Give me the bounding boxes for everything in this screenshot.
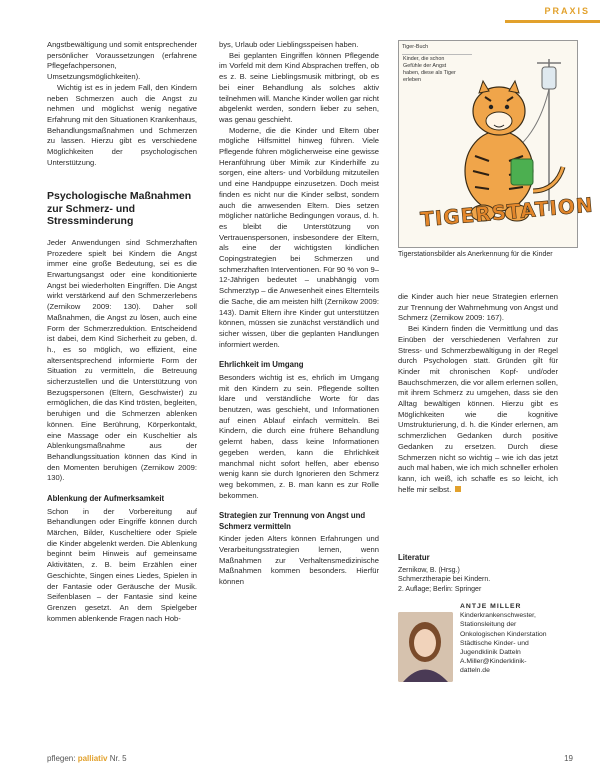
section-label: PRAXIS: [544, 6, 590, 16]
end-mark-icon: [455, 486, 461, 492]
journal-name-a: pflegen:: [47, 754, 78, 763]
figure-note: Kinder, die schon Gefühle der Angst haben, diese als Tiger erleben: [403, 56, 456, 83]
subheading: Ehrlichkeit im Umgang: [219, 360, 304, 370]
column-1: [47, 40, 197, 624]
portrait-icon: [398, 612, 453, 682]
journal-name-b: palliativ: [77, 754, 108, 763]
tigerstation-title: TIGERSTATION: [419, 192, 595, 232]
author-photo: [398, 612, 453, 682]
author-line: Stationsleitung der: [460, 621, 517, 629]
author-email[interactable]: datteln.de: [460, 667, 490, 675]
literature: [398, 553, 558, 594]
literature-line: Zernikow, B. (Hrsg.): [398, 566, 460, 574]
column-3: [398, 292, 558, 495]
author-email[interactable]: A.Miller@Kinderklinik-: [460, 658, 527, 666]
paragraph: [398, 324, 558, 495]
paragraph: Kinder jeden Alters können Erfahrungen und Verarbeitungsstrategien lernen, wenn Maßnahmen zur Verhaltensmedizinische Maßnahmen kommen besonders. Hierfür können: [219, 534, 379, 587]
paragraph: die Kinder auch hier neue Strategien erlernen zur Trennung der Wahrnehmung von Angst und Schmerz (Zernikow 2009: 167).: [398, 292, 558, 323]
issue-number: Nr. 5: [109, 754, 127, 763]
literature-line: 2. Auflage; Berlin: Springer: [398, 585, 482, 593]
figure-caption: Tigerstationsbilder als Anerkennung für die Kinder: [398, 251, 553, 258]
page-number: 19: [564, 754, 573, 763]
paragraph: Wichtig ist es in jedem Fall, den Kindern neben Schmerzen auch die Angst zu nehmen und möglichst wenig negative Erfahrung mit den Situationen Krankenhaus, Behandlungsmaßnahmen und Schmerzen zu lassen. Hierzu gibt es verschiedene Möglichkeiten der psychologischen Unterstützung.: [47, 82, 197, 167]
author-info: [460, 602, 576, 676]
author-line: Städtische Kinder- und: [460, 639, 529, 647]
journal-name: [47, 754, 127, 763]
author-line: Kinderkrankenschwester,: [460, 612, 536, 620]
figure-stamp: Tiger-Buch: [402, 44, 472, 55]
paragraph: Bei geplanten Eingriffen können Pflegende im Vorfeld mit dem Kind Absprachen treffen, ob es z. B. seine Lieblingsmusik mitbringt, ob es bei einer Behandlung als solches aktiv teilnehmen will. Manche Kinder wollen gar nicht abgelenkt werden, sondern lieber zu sehen, was genau geschieht.: [219, 50, 379, 124]
subheading: Strategien zur Trennung von Angst und Schmerz vermitteln: [219, 511, 366, 531]
section-bar: [505, 20, 600, 23]
paragraph-text: Bei Kindern finden die Vermittlung und das Einüben der verschiedenen Verfahren zur Stress- und Schmerzbewältigung in der Regel durch Psychologen statt. Gründen gilt für Kinder mit chronischen Kopf- und/oder Bauchschmerzen, die vor allem erlernen sollen, mit ihrem Schmerz zu umgehen, dass sie den Alltag bewältigen können. Hierzu gibt es Möglichkeiten wie die kognitive Umstrukturierung, d. h. die Kinder erlernen, am schmerzlichen Gedanken durch positive Gedanken zu ersetzen. Durch diese Schmerzen nicht so wichtig – wie ich das jetzt auch mal haben, wie ich mich schneller erholen kann, ich weiß, ich schaffe es so leicht, ich helfe mir selbst.: [398, 324, 558, 494]
paragraph: Besonders wichtig ist es, ehrlich im Umgang mit den Kindern zu sein. Pflegende sollten klare und verständliche Worte für das benutzen, was geschieht, und Informationen auf einen Ablauf einfach vermitteln. Bei Kindern, die durch eine frühere Behandlung gelernt haben, dass keine Informationen gegeben werden, kann die Ehrlichkeit manchmal nicht sofort helfen, aber ebenso wenig kann sie durch Ignorieren den Schmerz weg bekommen, z. B. man kann es zur Rolle bekommen.: [219, 372, 379, 500]
paragraph: Jeder Anwendungen sind Schmerzhaften Prozedere spielt bei Kindern die Angst immer eine große Bedeutung, sei es die Erwartungsangst oder eine konditionierte Angst bei wiederholten Eingriffen. Die Angst wirkt verstärkend auf den Schmerzerlebens (Zernikow 2009: 130). Daher soll Maßnahmen, die Angst zu lösen, auch eine Form der Schmerzreduktion. Entscheidend ist dabei, dem Kind Sicherheit zu geben, d. h., es so möglich, wo effizient, eine altersentsprechend informierte Form der Situation zu vermitteln, die Betreuung sicherzustellen und die Unterstützung von Bezugspersonen (Eltern, Geschwister) zu ermöglichen, die das Kind trösten, begleiten, beruhigen und die Schmerzen ablenken können. Eine Berührung, Körperkontakt, eine Massage oder ein Kuscheltier als Ablenkungsmaßnahme aus der Behandlungssituation können das Kind in den Momenten beruhigen (Zernikow 2009: 130).: [47, 237, 197, 483]
section-heading: Psychologische Maßnahmen zur Schmerz- und Stressminderung: [47, 190, 192, 228]
paragraph: Angstbewältigung und somit entsprechender persönlicher Voraussetzungen (erfahrene Pflegefachpersonen, Umsetzungsmöglichkeiten).: [47, 40, 197, 82]
literature-line: Schmerztherapie bei Kindern.: [398, 576, 491, 583]
column-2: [219, 40, 379, 588]
paragraph: bys, Urlaub oder Lieblingsspeisen haben.: [219, 40, 359, 49]
paragraph: Schon in der Vorbereitung auf Behandlungen oder Eingriffe können durch Märchen, Bilder, Kuscheltiere oder Spiele die Kinder abgelenkt werden. Die Ablenkung beginnt beim Hinweis auf gemeinsame Aktivitäten, z. B. beim Erzählen einer Geschichte, Singen eines Liedes, Spielen in der Fantasie oder Geräusche der Musik. Seifenblasen – der Fantasie sind keine Grenzen gesetzt. An dem Spielgeber kommen ablenkende Fragen nach Hob-: [47, 506, 197, 623]
author-line: Jugendklinik Datteln: [460, 649, 521, 657]
paragraph: Moderne, die die Kinder und Eltern über mögliche Hilfsmittel hinweg führen. Viele Pflegende führen möglicherweise eine gewisse Heranführung über Mimik zur Kinderhilfe zu sorgen, eine alters- und Vorbildung mitzuteilen und eine Handpuppe einzusetzen. Doch meist finden es nicht nur die Kinder selbst, sondern auch die anwesenden Eltern. Dies setzen möglicher natürliche Bedingungen voraus, d. h. es bleibt die Unterstützung von Vertrauenspersonen, insbesondere der Eltern, als eine der wichtigsten kindlichen Copingstrategien bei Schmerzen und schmerzhaften Interventionen. Für 90 % von 9–12-Jährigen bedeutet – unabhängig vom Schmerztyp – die Anwesenheit eines Elternteils die Sache, die am meisten hilft (Zernikow 2009: 143). Damit Eltern ihre Kinder gut unterstützen können, müssen sie zunächst verständlich und sicher wissen, über die geplanten Handlungen informiert werden.: [219, 125, 379, 349]
literature-heading: Literatur: [398, 553, 430, 562]
author-name: ANTJE MILLER: [460, 603, 522, 610]
author-line: Onkologischen Kinderstation: [460, 630, 547, 638]
subheading: Ablenkung der Aufmerksamkeit: [47, 494, 165, 504]
